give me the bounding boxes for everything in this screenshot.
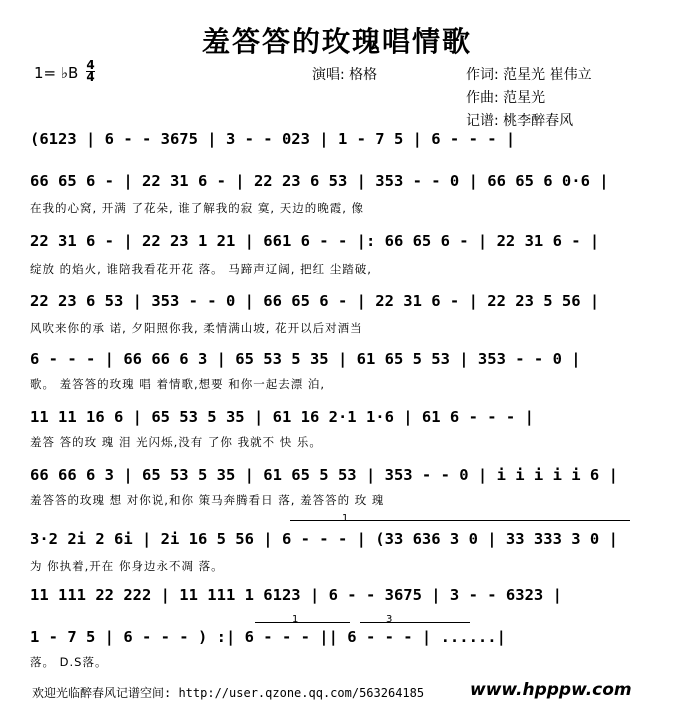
lyric-row-10: 落。 D.S落。 [30,655,108,669]
transcriber-credit: 记谱: 桃李醉春风 [466,113,574,129]
score-row-5: 6 - - - | 66 66 6 3 | 65 53 5 35 | 61 65 5 53 | 353 - - 0 | [30,350,581,368]
lyric-row-8: 为 你执着,开在 你身边永不凋 落。 [30,559,224,573]
score-row-9: 11 111 22 222 | 11 111 1 6123 | 6 - - 3675 | 3 - - 6323 | [30,586,562,604]
lyric-row-4: 风吹来你的承 诺, 夕阳照你我, 柔情满山坡, 花开以后对酒当 [30,321,363,335]
score-row-6: 11 11 16 6 | 65 53 5 35 | 61 16 2·1 1·6 | 61 6 - - - | [30,408,534,426]
time-bottom: 4 [86,70,95,84]
volta-second-label: 3 [386,614,393,625]
page-title: 羞答答的玫瑰唱情歌 [201,25,472,58]
time-signature [86,60,95,83]
score-row-4: 22 23 6 53 | 353 - - 0 | 66 65 6 - | 22 31 6 - | 22 23 5 56 | [30,292,600,310]
lyric-row-7: 羞答答的玫瑰 想 对你说,和你 策马奔腾看日 落, 羞答答的 玫 瑰 [30,493,385,507]
site-watermark: www.hpppw.com [470,680,632,700]
score-row-3: 22 31 6 - | 22 23 1 21 | 661 6 - - |: 66 65 6 - | 22 31 6 - | [30,232,600,250]
footer-url-text: 欢迎光临醉春风记谱空间: http://user.qzone.qq.com/563264185 [32,686,425,700]
volta-label-1: 1 [342,513,349,524]
score-row-10: 1 - 7 5 | 6 - - - ) :| 6 - - - || 6 - - - | ......| [30,628,506,646]
singer-credit: 演唱: 格格 [312,67,378,83]
key-signature: 1= ♭B [34,64,79,82]
lyric-row-5: 歌。 羞答答的玫瑰 唱 着情歌,想要 和你一起去漂 泊, [30,377,326,391]
composer-credit: 作曲: 范星光 [466,90,546,106]
score-row-8: 3·2 2i 2 6i | 2i 16 5 56 | 6 - - - | (33 636 3 0 | 33 333 3 0 | [30,530,618,548]
lyric-row-3: 绽放 的焰火, 谁陪我看花开花 落。 马蹄声辽阔, 把红 尘踏破, [30,262,372,276]
time-top: 4 [86,58,95,72]
lyric-row-6: 羞答 答的玫 瑰 泪 光闪烁,没有 了你 我就不 快 乐。 [30,435,322,449]
volta-bracket-first [255,622,350,623]
score-row-7: 66 66 6 3 | 65 53 5 35 | 61 65 5 53 | 353 - - 0 | i i i i i 6 | [30,466,618,484]
volta-first-label: 1 [292,614,299,625]
lyricist-credit: 作词: 范星光 崔伟立 [466,67,592,83]
volta-bracket-second [360,622,470,623]
score-row-2: 66 65 6 - | 22 31 6 - | 22 23 6 53 | 353 - - 0 | 66 65 6 0·6 | [30,172,609,190]
score-row-1: (6123 | 6 - - 3675 | 3 - - 023 | 1 - 7 5 | 6 - - - | [30,130,516,148]
volta-bracket-1 [290,520,630,521]
lyric-row-2: 在我的心窝, 开满 了花朵, 谁了解我的寂 寞, 天边的晚霞, 像 [30,201,365,215]
